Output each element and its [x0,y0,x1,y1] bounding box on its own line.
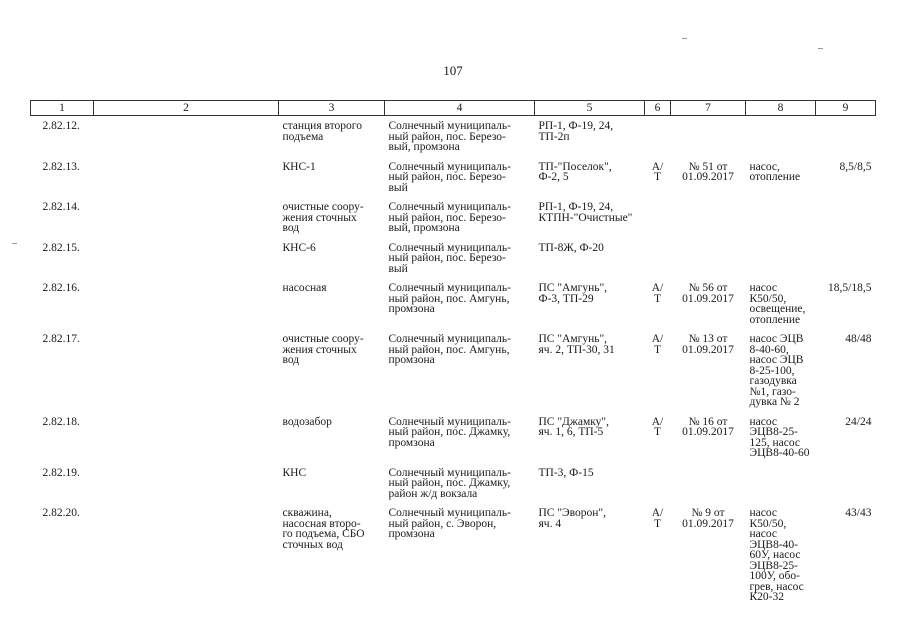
cell-object-name: КНС [282,466,307,479]
cell-power-source: РП-1, Ф-19, 24, ТП-2п [538,120,614,143]
column-header: 2 [94,101,279,116]
cell-item-number: 2.82.18. [42,415,80,428]
cell-type [645,116,671,157]
cell-address: Солнечный муниципаль- ный район, пос. Джамку, промзона [388,415,511,449]
cell-col2 [94,116,279,157]
cell-power [816,116,876,157]
cell-equipment: насос К50/50, насос ЭЦВ8-40- 60У, насос ЭЦВ8-25- 100У, обо- грев, насос К20-32 [749,507,804,603]
header-row [31,101,876,116]
cell-equipment: насос ЭЦВ8-25- 125, насос ЭЦВ8-40-60 [749,415,810,459]
cell-power [816,238,876,279]
table-body [31,116,876,607]
cell-contract [671,197,746,238]
cell-address: Солнечный муниципаль- ный район, пос. Березо- вый, промзона [388,120,511,153]
cell-contract [671,238,746,279]
cell-col2 [94,238,279,279]
scan-mark [818,48,823,49]
cell-item-number: 2.82.20. [42,507,80,519]
cell-col2 [94,329,279,412]
cell-type: А/Т [651,160,664,183]
cell-power: 43/43 [845,507,872,519]
table-row [31,412,876,463]
cell-type: А/Т [651,507,664,530]
column-header: 7 [671,101,746,116]
cell-object-name: очистные соору- жения сточных вод [282,201,364,234]
cell-type: А/Т [651,333,664,356]
scan-mark [682,38,687,39]
cell-contract: № 16 от 01.09.2017 [682,415,734,438]
cell-address: Солнечный муниципаль- ный район, пос. Березо- вый [388,160,511,194]
cell-address: Солнечный муниципаль- ный район, пос. Амгунь, промзона [388,282,511,315]
cell-contract [671,463,746,504]
cell-equipment [746,116,816,157]
cell-power: 8,5/8,5 [839,160,872,173]
page-number: 107 [443,63,463,78]
table-row [31,503,876,607]
cell-item-number: 2.82.13. [42,160,80,173]
cell-item-number: 2.82.12. [42,120,80,132]
cell-power-source: ТП-3, Ф-15 [538,466,594,479]
table-row [31,197,876,238]
cell-equipment [746,463,816,504]
column-header: 3 [279,101,385,116]
column-header: 6 [645,101,671,116]
cell-col2 [94,463,279,504]
cell-equipment [746,238,816,279]
cell-equipment [746,197,816,238]
table-row [31,116,876,157]
cell-power: 48/48 [845,333,872,345]
cell-object-name: КНС-6 [282,241,316,254]
column-header: 4 [385,101,535,116]
cell-power-source: ПС "Эворон", яч. 4 [538,507,606,530]
data-table [30,100,876,607]
column-header: 8 [746,101,816,116]
cell-power-source: ПС "Джамку", яч. 1, 6, ТП-5 [538,415,609,438]
cell-contract: № 13 от 01.09.2017 [682,333,734,356]
cell-object-name: очистные соору- жения сточных вод [282,333,364,366]
cell-address: Солнечный муниципаль- ный район, пос. Березо- вый [388,241,511,275]
cell-col2 [94,503,279,607]
table-row [31,463,876,504]
cell-item-number: 2.82.14. [42,201,80,213]
cell-address: Солнечный муниципаль- ный район, пос. Амгунь, промзона [388,333,511,366]
cell-item-number: 2.82.16. [42,282,80,294]
cell-equipment: насос, отопление [749,160,801,183]
cell-power-source: ПС "Амгунь", Ф-3, ТП-29 [538,282,608,305]
cell-contract: № 56 от 01.09.2017 [682,282,734,305]
cell-col2 [94,197,279,238]
cell-power-source: РП-1, Ф-19, 24, КТПН-"Очистные" [538,201,633,224]
cell-item-number: 2.82.17. [42,333,80,345]
cell-equipment: насос К50/50, освещение, отопление [749,282,806,326]
table-row [31,238,876,279]
cell-address: Солнечный муниципаль- ный район, пос. Джамку, район ж/д вокзала [388,466,511,500]
cell-object-name: насосная [282,282,327,294]
cell-contract [671,116,746,157]
scan-mark [12,243,17,244]
cell-type: А/Т [651,282,664,305]
cell-col2 [94,412,279,463]
cell-power-source: ТП-8Ж, Ф-20 [538,241,604,254]
column-header: 1 [31,101,94,116]
table-row [31,157,876,198]
cell-power [816,197,876,238]
cell-contract: № 51 от 01.09.2017 [682,160,734,183]
column-header: 9 [816,101,876,116]
cell-equipment: насос ЭЦВ 8-40-60, насос ЭЦВ 8-25-100, газодувка №1, газо- дувка № 2 [749,333,804,408]
column-header: 5 [535,101,645,116]
cell-power: 18,5/18,5 [828,282,872,294]
cell-col2 [94,157,279,198]
table-row [31,329,876,412]
cell-type: А/Т [651,415,664,438]
cell-address: Солнечный муниципаль- ный район, пос. Березо- вый, промзона [388,201,511,234]
cell-object-name: станция второго подъема [282,120,362,143]
cell-item-number: 2.82.15. [42,241,80,254]
cell-object-name: КНС-1 [282,160,316,173]
cell-power-source: ТП-"Поселок", Ф-2, 5 [538,160,612,183]
cell-power-source: ПС "Амгунь", яч. 2, ТП-30, 31 [538,333,615,356]
cell-power: 24/24 [845,415,872,428]
cell-contract: № 9 от 01.09.2017 [682,507,734,530]
cell-power [816,463,876,504]
table-row [31,278,876,329]
cell-address: Солнечный муниципаль- ный район, с. Эворон, промзона [388,507,511,540]
cell-col2 [94,278,279,329]
cell-type [645,238,671,279]
cell-object-name: водозабор [282,415,332,428]
cell-item-number: 2.82.19. [42,466,80,479]
cell-object-name: скважина, насосная второ- го подъема, СБО сточных вод [282,507,365,551]
cell-type [645,463,671,504]
cell-type [645,197,671,238]
